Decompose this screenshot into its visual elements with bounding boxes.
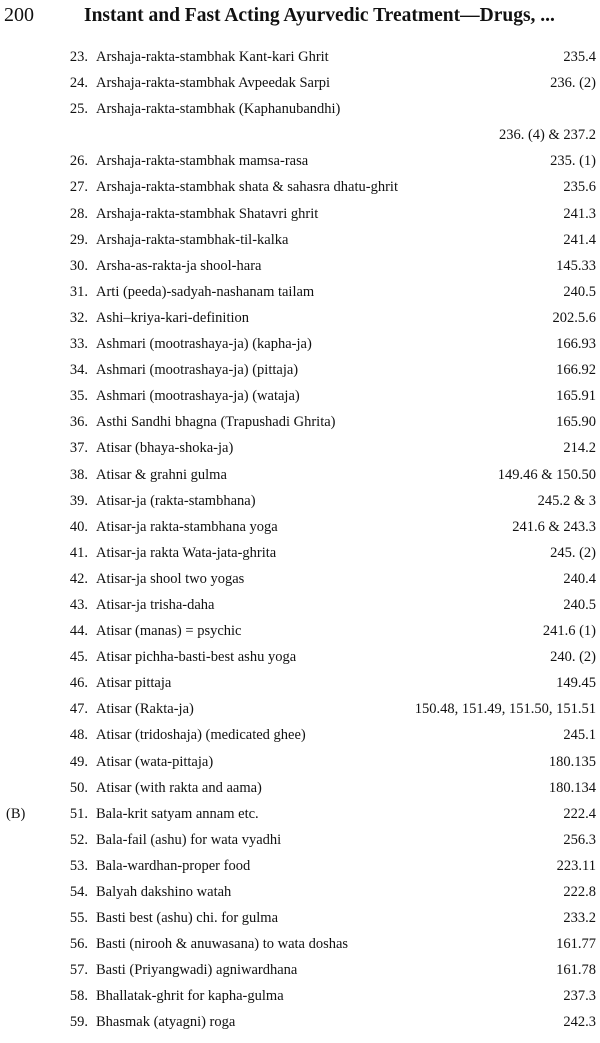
entry-number: 52. <box>69 831 88 848</box>
index-entry <box>0 905 600 931</box>
entry-term: Atisar-ja shool two yogas <box>96 570 245 587</box>
index-entry <box>0 983 600 1009</box>
entry-term: Atisar-ja rakta-stambhana yoga <box>96 518 278 535</box>
entry-number: 50. <box>69 779 88 796</box>
index-entry <box>0 409 600 435</box>
entry-term: Balyah dakshino watah <box>96 884 232 900</box>
entry-reference: 150.48, 151.49, 151.50, 151.51 <box>414 701 596 718</box>
index-entry <box>0 696 600 722</box>
entry-reference: 166.92 <box>556 362 596 379</box>
entry-reference: 180.134 <box>548 779 596 796</box>
entry-term: Bala-wardhan-proper food <box>96 857 251 874</box>
entry-term: Bala-fail (ashu) for wata vyadhi <box>96 831 282 848</box>
entry-number: 30. <box>69 257 88 274</box>
entry-reference: 223.11 <box>556 857 596 874</box>
entry-number: 58. <box>69 988 88 1005</box>
entry-term: Arshaja-rakta-stambhak shata & sahasra dhatu-ghrit <box>96 179 398 196</box>
index-entry <box>0 148 600 174</box>
entry-reference: 222.8 <box>563 884 596 900</box>
index-entry <box>0 827 600 853</box>
entry-reference: 236. (2) <box>550 75 596 92</box>
entry-reference: 149.45 <box>556 675 596 692</box>
entry-reference: 165.90 <box>556 414 596 431</box>
index-entry <box>0 775 600 801</box>
entry-number: 46. <box>69 675 88 692</box>
entry-term: Bhasmak (atyagni) roga <box>96 1014 236 1031</box>
entry-number: 41. <box>69 544 88 561</box>
index-entry <box>0 749 600 775</box>
index-entry <box>0 435 600 461</box>
index-entry <box>0 174 600 200</box>
entry-term: Atisar-ja rakta Wata-jata-ghrita <box>96 544 277 561</box>
page-number: 200 <box>4 4 34 26</box>
entry-term: Arsha-as-rakta-ja shool-hara <box>96 257 262 274</box>
entry-number: 48. <box>69 727 88 744</box>
entry-term: Arshaja-rakta-stambhak mamsa-rasa <box>96 153 309 170</box>
entry-reference: 222.4 <box>563 805 596 822</box>
index-entry <box>0 96 600 122</box>
entry-number: 39. <box>69 492 88 509</box>
entry-term: Bhallatak-ghrit for kapha-gulma <box>96 988 284 1005</box>
index-entry <box>0 853 600 879</box>
index-entry <box>0 879 600 905</box>
index-entry <box>0 383 600 409</box>
entry-reference: 235.4 <box>563 49 596 65</box>
entry-reference: 245.2 & 3 <box>537 492 596 509</box>
entry-number: 34. <box>69 362 88 379</box>
entry-number: 40. <box>69 518 88 535</box>
entry-reference: 242.3 <box>563 1014 596 1031</box>
entry-number: 59. <box>69 1014 88 1031</box>
entry-number: 28. <box>69 205 88 222</box>
entry-number: 57. <box>69 962 88 979</box>
entry-number: 53. <box>69 857 88 874</box>
entry-reference: 237.3 <box>563 988 596 1005</box>
entry-reference: 240. (2) <box>550 649 596 666</box>
entry-number: 25. <box>69 101 88 118</box>
index-entry <box>0 931 600 957</box>
entry-term: Atisar & grahni gulma <box>96 466 227 483</box>
entry-term: Basti best (ashu) chi. for gulma <box>96 910 279 927</box>
index-entry <box>0 44 600 70</box>
page-header <box>4 4 596 34</box>
entry-number: 32. <box>69 309 88 326</box>
entry-reference: 241.3 <box>563 205 596 222</box>
index-entry <box>0 331 600 357</box>
entry-number: 33. <box>69 336 88 353</box>
entry-term: Ashmari (mootrashaya-ja) (kapha-ja) <box>96 336 312 353</box>
entry-term: Atisar pittaja <box>96 675 172 692</box>
entry-number: 47. <box>69 701 88 718</box>
entry-reference: 202.5.6 <box>552 309 596 326</box>
entry-reference: 235.6 <box>563 179 596 196</box>
index-entry <box>0 540 600 566</box>
entry-number: 35. <box>69 388 88 405</box>
entry-term: Atisar (manas) = psychic <box>96 623 242 640</box>
entry-number: 49. <box>69 753 88 770</box>
entry-number: 38. <box>69 466 88 483</box>
index-entry <box>0 227 600 253</box>
entry-term: Ashi–kriya-kari-definition <box>96 309 250 326</box>
index-entry <box>0 566 600 592</box>
entry-term: Atisar (tridoshaja) (medicated ghee) <box>96 727 306 744</box>
entry-term: Atisar (with rakta and aama) <box>96 779 262 796</box>
entry-term: Atisar (bhaya-shoka-ja) <box>96 440 234 457</box>
index-entry <box>0 592 600 618</box>
entry-number: 37. <box>69 440 88 457</box>
index-list <box>0 44 600 1036</box>
index-entry <box>0 801 600 827</box>
section-letter: (B) <box>6 805 26 822</box>
index-entry <box>0 70 600 96</box>
index-entry <box>0 670 600 696</box>
index-entry <box>0 201 600 227</box>
entry-term: Ashmari (mootrashaya-ja) (pittaja) <box>96 362 299 379</box>
entry-number: 31. <box>69 283 88 300</box>
entry-number: 45. <box>69 649 88 666</box>
index-entry <box>0 462 600 488</box>
entry-reference: 235. (1) <box>550 153 596 170</box>
entry-term: Atisar pichha-basti-best ashu yoga <box>96 649 297 666</box>
entry-number: 26. <box>69 153 88 170</box>
entry-reference: 166.93 <box>556 336 596 353</box>
entry-reference: 245. (2) <box>550 544 596 561</box>
entry-number: 56. <box>69 936 88 953</box>
entry-number: 36. <box>69 414 88 431</box>
index-entry <box>0 957 600 983</box>
entry-reference: 149.46 & 150.50 <box>497 466 596 483</box>
entry-term: Atisar (wata-pittaja) <box>96 753 214 770</box>
entry-reference: 240.5 <box>563 596 596 613</box>
entry-reference: 233.2 <box>563 910 596 927</box>
entry-reference: 214.2 <box>563 440 596 457</box>
entry-term: Atisar-ja (rakta-stambhana) <box>96 492 256 509</box>
index-entry <box>0 514 600 540</box>
index-entry <box>0 618 600 644</box>
entry-term: Arshaja-rakta-stambhak (Kaphanubandhi) <box>96 101 341 118</box>
entry-term: Asthi Sandhi bhagna (Trapushadi Ghrita) <box>96 414 336 431</box>
index-entry <box>0 279 600 305</box>
entry-term: Arshaja-rakta-stambhak Avpeedak Sarpi <box>96 75 331 92</box>
entry-term: Basti (nirooh & anuwasana) to wata doshas <box>96 936 349 953</box>
entry-number: 23. <box>69 49 88 65</box>
index-entry <box>0 253 600 279</box>
entry-reference: 161.78 <box>556 962 596 979</box>
entry-number: 29. <box>69 231 88 248</box>
index-entry <box>0 122 600 148</box>
entry-number: 24. <box>69 75 88 92</box>
index-entry <box>0 1009 600 1035</box>
entry-reference: 241.4 <box>563 231 596 248</box>
index-entry <box>0 305 600 331</box>
index-entry <box>0 357 600 383</box>
entry-term: Ashmari (mootrashaya-ja) (wataja) <box>96 388 300 405</box>
entry-reference: 161.77 <box>556 936 596 953</box>
index-entry <box>0 488 600 514</box>
entry-term: Basti (Priyangwadi) agniwardhana <box>96 962 298 979</box>
entry-reference: 256.3 <box>563 831 596 848</box>
index-entry <box>0 722 600 748</box>
entry-reference: 241.6 (1) <box>542 623 596 640</box>
entry-reference: 236. (4) & 237.2 <box>498 127 596 144</box>
index-entry <box>0 644 600 670</box>
entry-number: 51. <box>69 805 88 822</box>
entry-reference: 245.1 <box>563 727 596 744</box>
entry-term: Arti (peeda)-sadyah-nashanam tailam <box>96 283 315 300</box>
entry-term: Atisar-ja trisha-daha <box>96 596 215 613</box>
running-title: Instant and Fast Acting Ayurvedic Treatment—Drugs, ... <box>84 5 555 26</box>
entry-reference: 145.33 <box>556 257 596 274</box>
entry-term: Bala-krit satyam annam etc. <box>96 805 259 822</box>
entry-reference: 240.5 <box>563 283 596 300</box>
entry-number: 27. <box>69 179 88 196</box>
entry-number: 54. <box>69 884 88 900</box>
entry-reference: 240.4 <box>563 570 596 587</box>
entry-number: 44. <box>69 623 88 640</box>
entry-term: Arshaja-rakta-stambhak-til-kalka <box>96 231 289 248</box>
entry-term: Arshaja-rakta-stambhak Kant-kari Ghrit <box>96 49 329 65</box>
entry-term: Atisar (Rakta-ja) <box>96 701 194 718</box>
entry-reference: 165.91 <box>556 388 596 405</box>
entry-reference: 241.6 & 243.3 <box>512 518 596 535</box>
entry-term: Arshaja-rakta-stambhak Shatavri ghrit <box>96 205 319 222</box>
entry-reference: 180.135 <box>548 753 596 770</box>
entry-number: 43. <box>69 596 88 613</box>
entry-number: 55. <box>69 910 88 927</box>
entry-number: 42. <box>69 570 88 587</box>
